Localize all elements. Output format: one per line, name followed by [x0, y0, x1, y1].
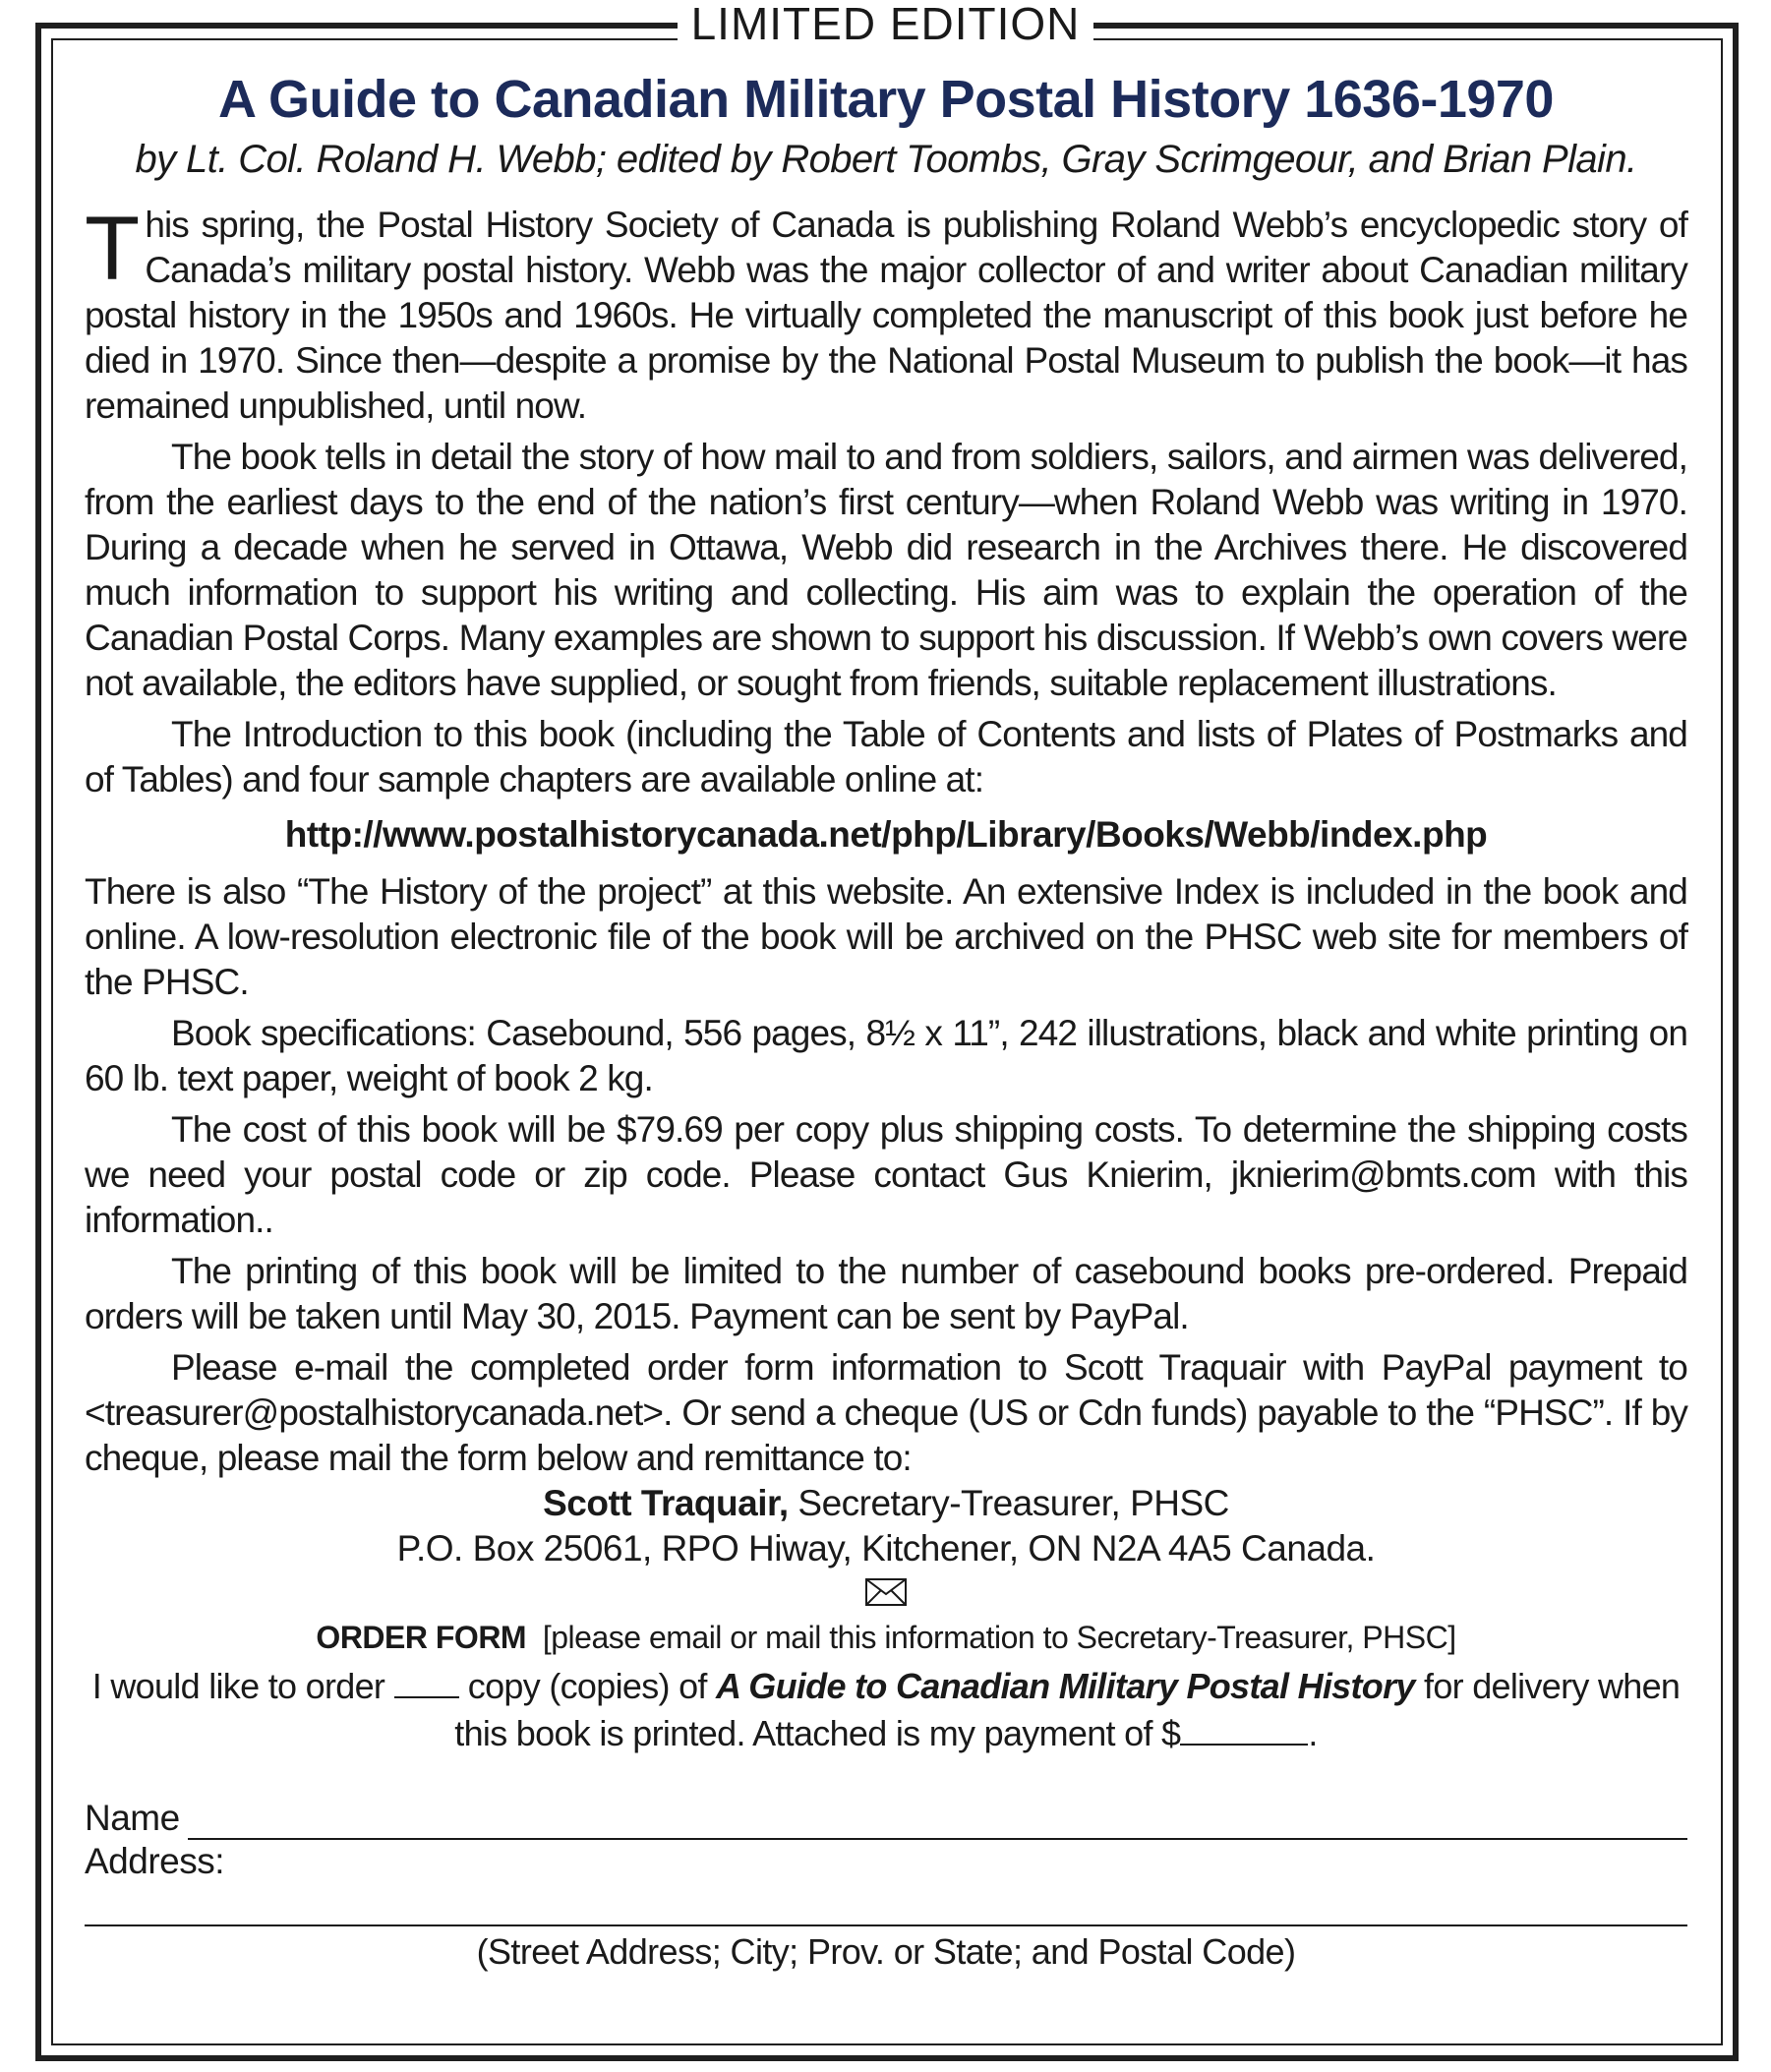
order-statement: I would like to order copy (copies) of A Guide to Canadian Military Postal History for delivery when this book is printed. Attached is my payment of $ . [91, 1666, 1681, 1753]
payment-blank[interactable] [1180, 1744, 1308, 1746]
page-title: A Guide to Canadian Military Postal History 1636-1970 [218, 70, 1554, 129]
paragraph-history: There is also “The History of the project” at this website. An extensive Index is included in the book and online. A low-resolution electronic file of the book will be archived on the PHSC web site for members of the PHSC. [85, 871, 1687, 1002]
address-line[interactable] [85, 1883, 1687, 1926]
paragraph-story: The book tells in detail the story of how mail to and from soldiers, sailors, and airmen was delivered, from the earliest days to the end of the nation’s first century—when Roland Webb was writing in 1970. During a decade when he served in Ottawa, Webb did research in the Archives there. He discovered much information to support his writing and collecting. His aim was to explain the operation of the Canadian Postal Corps. Many examples are shown to support his discussion. If Webb’s own covers were not available, the editors have supplied, or sought from friends, suitable replacement illustrations. [85, 437, 1687, 703]
paragraph-specifications: Book specifications: Casebound, 556 pages, 8½ x 11”, 242 illustrations, black and white printing on 60 lb. text paper, weight of book 2 kg. [85, 1013, 1687, 1098]
address-label: Address: [85, 1841, 225, 1881]
contact-name: Scott Traquair, [543, 1483, 789, 1523]
order-form-instruction: [please email or mail this information to Secretary-Treasurer, PHSC] [542, 1620, 1456, 1655]
banner [0, 0, 1771, 47]
address-field [85, 1840, 1687, 1883]
byline: by Lt. Col. Roland H. Webb; edited by Robert Toombs, Gray Scrimgeour, and Brian Plain. [135, 138, 1637, 181]
article-body [85, 199, 1687, 1481]
paragraph-cost: The cost of this book will be $79.69 per copy plus shipping costs. To determine the shipping costs we need your postal code or zip code. Please contact Gus Knierim, jknierim@bmts.com with this information.. [85, 1109, 1687, 1240]
name-line[interactable] [188, 1805, 1687, 1840]
envelope-icon [864, 1577, 908, 1607]
drop-cap: T [85, 199, 140, 299]
contact-role: Secretary-Treasurer, PHSC [788, 1483, 1229, 1523]
website-link[interactable]: http://www.postalhistorycanada.net/php/Library/Books/Webb/index.php [284, 814, 1488, 855]
advertisement [85, 59, 1687, 1978]
mailing-address [85, 1481, 1687, 1571]
order-form-title: ORDER FORM [316, 1620, 527, 1655]
paragraph-payment: Please e-mail the completed order form information to Scott Traquair with PayPal payment to <treasurer@postalhistorycanada.net>. Or send a cheque (US or Cdn funds) payable to the “PHSC”. If by cheque, please mail the form below and remittance to: [85, 1347, 1687, 1478]
name-field[interactable] [85, 1797, 1687, 1840]
contact-address: P.O. Box 25061, RPO Hiway, Kitchener, ON N2A 4A5 Canada. [396, 1528, 1376, 1569]
banner-label: LIMITED EDITION [690, 0, 1081, 49]
copies-blank[interactable] [394, 1696, 459, 1698]
address-caption: (Street Address; City; Prov. or State; and Postal Code) [476, 1931, 1296, 1972]
book-title-inline: A Guide to Canadian Military Postal History [716, 1666, 1415, 1706]
paragraph-intro: This spring, the Postal History Society of Canada is publishing Roland Webb’s encyclopedic story of Canada’s military postal history. Webb was the major collector of and writer about Canadian military postal history in the 1950s and 1960s. He virtually completed the manuscript of this book just before he died in 1970. Since then—despite a promise by the National Postal Museum to publish the book—it has remained unpublished, until now. [85, 199, 1687, 426]
paragraph-online: The Introduction to this book (including the Table of Contents and lists of Plates of Postmarks and of Tables) and four sample chapters are available online at: [85, 714, 1687, 799]
order-form-heading [85, 1616, 1687, 1659]
name-label: Name [85, 1798, 180, 1838]
paragraph-printing: The printing of this book will be limited to the number of casebound books pre-ordered. Prepaid orders will be taken until May 30, 2015. Payment can be sent by PayPal. [85, 1251, 1687, 1336]
